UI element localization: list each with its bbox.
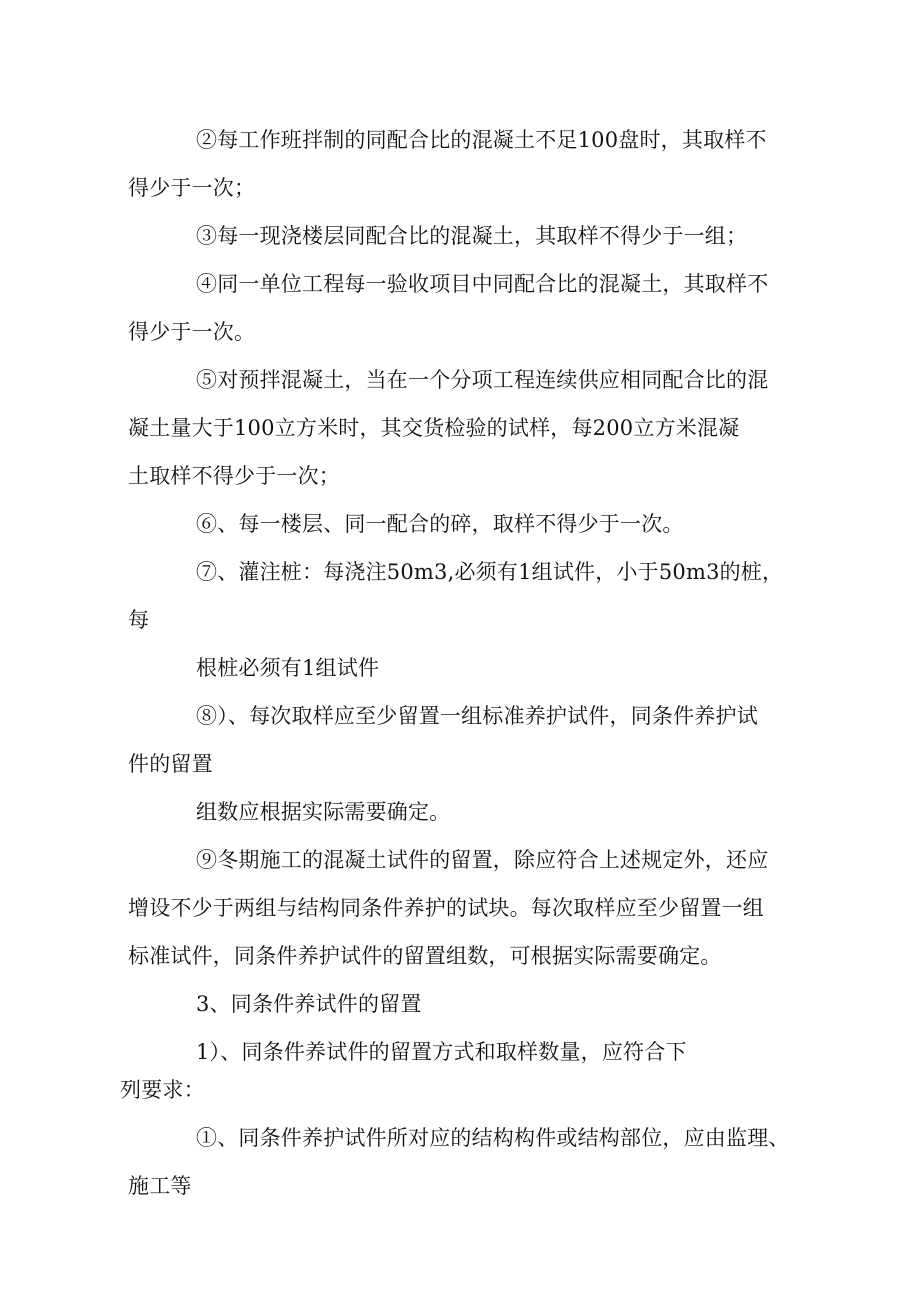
text-line: 标准试件，同条件养护试件的留置组数，可根据实际需要确定。 [128,944,722,968]
text-line: 根桩必须有1组试件 [196,656,380,680]
text-line: 3、同条件养试件的留置 [196,992,422,1016]
text-line: ⑨冬期施工的混凝土试件的留置，除应符合上述规定外，还应 [196,848,769,872]
text-line: 得少于一次； [128,176,256,200]
text-line: 增设不少于两组与结构同条件养护的试块。每次取样应至少留置一组 [128,896,764,920]
text-line: ⑤对预拌混凝土，当在一个分项工程连续供应相同配合比的混 [196,368,769,392]
text-line: 件的留置 [128,752,213,776]
text-line: 得少于一次。 [128,320,256,344]
text-line: 施工等 [128,1174,192,1198]
text-line: ④同一单位工程每一验收项目中同配合比的混凝土，其取样不 [196,272,769,296]
text-line: ⑥、每一楼层、同一配合的碎，取样不得少于一次。 [196,512,684,536]
text-line: 列要求： [120,1078,205,1102]
text-line: 每 [128,608,150,632]
text-line: 组数应根据实际需要确定。 [196,800,451,824]
text-line: 土取样不得少于一次； [128,464,340,488]
text-line: ⑦、灌注桩：每浇注50m3,必须有1组试件，小于50m3的桩， [196,560,784,584]
text-line: 凝土量大于100立方米时，其交货检验的试样，每200立方米混凝 [128,416,740,440]
text-line: ⑧）、每次取样应至少留置一组标准养护试件，同条件养护试 [196,704,758,728]
text-line: ③每一现浇楼层同配合比的混凝土，其取样不得少于一组； [196,224,748,248]
text-line: ①、同条件养护试件所对应的结构构件或结构部位，应由监理、 [196,1126,790,1150]
text-line: 1）、同条件养试件的留置方式和取样数量，应符合下 [196,1040,687,1064]
text-line: ②每工作班拌制的同配合比的混凝土不足100盘时，其取样不 [196,128,767,152]
